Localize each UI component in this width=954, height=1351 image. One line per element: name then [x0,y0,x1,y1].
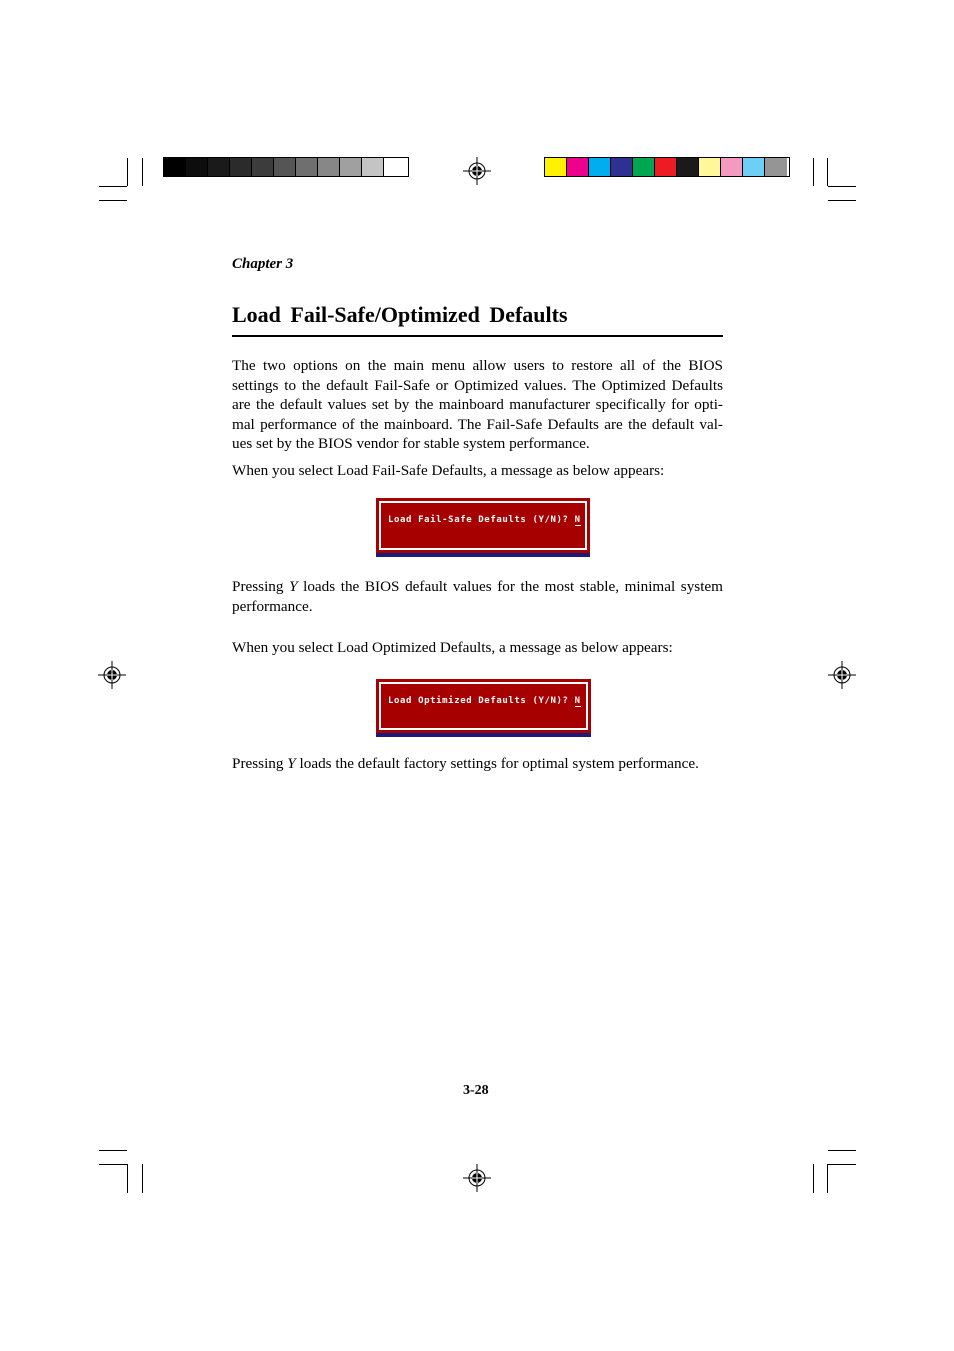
optimized-after-paragraph [232,754,723,774]
optimized-lead-paragraph: When you select Load Optimized Defaults, a message as below appears: [232,639,673,656]
color-swatch [611,158,633,176]
color-swatch [677,158,699,176]
color-swatch [384,158,406,176]
crop-mark [142,158,143,186]
dialog-bottom-strip [376,733,591,737]
crop-mark [142,1164,143,1193]
crop-mark [813,1164,814,1193]
color-swatch [164,158,186,176]
registration-mark-icon [463,1164,491,1192]
color-swatch [589,158,611,176]
failsafe-after-paragraph [232,577,723,616]
dialog-message [388,515,581,525]
failsafe-after-post: loads the BIOS default values for the most stable, minimal system performance. [232,578,723,615]
crop-mark [99,1164,127,1165]
crop-mark [99,186,127,187]
title-underline [232,335,723,337]
color-swatch [208,158,230,176]
failsafe-key: Y [289,578,298,595]
optimized-after-post: loads the default factory settings for optimal system performance. [295,755,699,772]
crop-mark [99,1150,127,1151]
registration-mark-icon [98,661,126,689]
color-swatch [567,158,589,176]
crop-mark [827,158,828,186]
color-swatch [362,158,384,176]
color-swatch [765,158,787,176]
dialog-bottom-strip [376,553,590,557]
registration-mark-icon [828,661,856,689]
crop-mark [828,186,856,187]
intro-paragraph: The two options on the main menu allow users to restore all of the BIOS settings to the default Fail-Safe or Optimized values. The Optimized Defaults are the default values set by the mainboard manufacturer specifically for opti-mal performance of the mainboard. The Fail-Safe Defaults are the default val-ues set by the BIOS vendor for stable system performance. [232,357,723,452]
color-swatch [699,158,721,176]
color-swatch [655,158,677,176]
color-swatch [721,158,743,176]
dialog-frame [379,501,587,550]
failsafe-lead-paragraph: When you select Load Fail-Safe Defaults, a message as below appears: [232,462,665,479]
registration-mark-icon [463,157,491,185]
failsafe-dialog [376,498,590,557]
color-swatch [743,158,765,176]
crop-mark [828,1164,856,1165]
dialog-answer: N [574,696,581,706]
color-swatch [186,158,208,176]
optimized-dialog [376,679,591,737]
color-swatch [274,158,296,176]
section-title: Load Fail-Safe/Optimized Defaults [232,302,568,327]
chapter-label: Chapter 3 [232,256,294,272]
failsafe-after-pre: Pressing [232,578,290,595]
dialog-frame [379,682,588,730]
color-swatch [545,158,567,176]
page-number: 3-28 [463,1083,489,1098]
optimized-after-pre: Pressing [232,755,288,772]
crop-mark [127,1164,128,1193]
color-calibration-bar [544,157,790,177]
color-swatch [318,158,340,176]
color-swatch [252,158,274,176]
dialog-answer: N [574,515,581,525]
grayscale-calibration-bar [163,157,409,177]
color-swatch [633,158,655,176]
crop-mark [828,200,856,201]
crop-mark [827,1164,828,1193]
dialog-message [388,696,581,706]
crop-mark [813,158,814,186]
crop-mark [99,200,127,201]
dialog-prompt: Load Fail-Safe Defaults (Y/N)? [388,515,575,525]
color-swatch [230,158,252,176]
color-swatch [340,158,362,176]
dialog-prompt: Load Optimized Defaults (Y/N)? [388,696,575,706]
color-swatch [296,158,318,176]
crop-mark [127,158,128,186]
optimized-key: Y [287,755,296,772]
crop-mark [828,1150,856,1151]
